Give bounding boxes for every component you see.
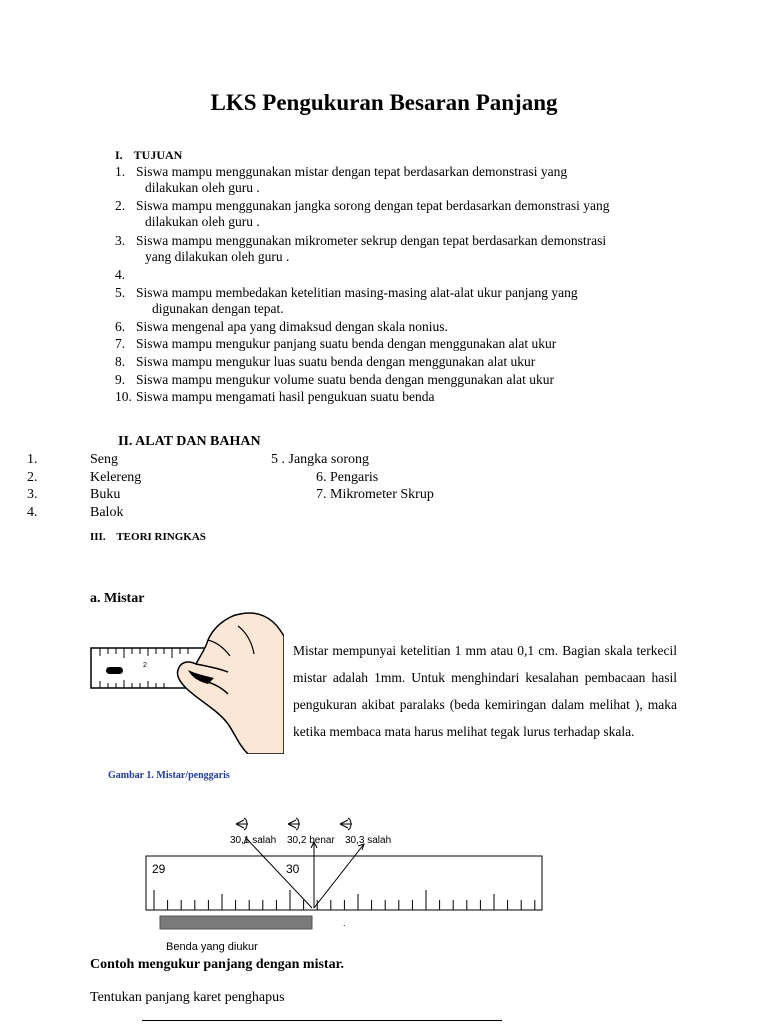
section-number: I. [115,148,123,162]
list-item [115,372,677,388]
reading-label-middle: 30,2 benar [287,835,335,846]
list-text-continued: dilakukan oleh guru . [145,180,260,195]
list-item [115,285,677,317]
list-item: 5 . Jangka sorong [271,452,369,467]
list-number: 3. [115,233,126,248]
scale-label-30: 30 [286,862,300,876]
list-number: 4. [27,505,38,520]
hand-icon [177,613,284,754]
list-number: 8. [115,354,126,369]
list-text: Siswa mampu membedakan ketelitian masing-masing alat-alat ukur panjang yang [136,285,578,300]
list-text: Siswa mampu mengamati hasil pengukuan suatu benda [136,389,435,404]
box-edge [142,1020,502,1021]
svg-text:.: . [343,918,346,928]
section-title: TEORI RINGKAS [116,531,206,543]
list-number: 2. [27,470,38,485]
list-text: Siswa mengenal apa yang dimaksud dengan skala nonius. [136,319,448,334]
reading-label-right: 30,3 salah [345,835,392,846]
section-alat-heading: II. ALAT DAN BAHAN [118,434,261,449]
section-tujuan-heading [115,148,182,163]
list-text-continued: yang dilakukan oleh guru . [145,249,290,264]
list-item [115,319,677,335]
ruler-digit: 2 [143,662,147,669]
section-teori-heading [90,531,206,543]
measured-object [160,916,312,929]
list-item [115,164,677,196]
figure-caption: Gambar 1. Mistar/penggaris [108,770,230,781]
mistar-description: Mistar mempunyai ketelitian 1 mm atau 0,1 cm. Bagian skala terkecil mistar adalah 1mm. Untuk menghindari kesalahan pembacaan hasil pengukuran akibat paralaks (beda kemiringan dalam melihat ), maka ketika membaca mata harus melihat tegak lurus terhadap skala. [293,643,677,739]
scale-label-29: 29 [152,862,166,876]
subsection-mistar-heading: a. Mistar [90,591,145,606]
list-number: 10. [115,389,132,404]
list-text: Siswa mampu mengukur volume suatu benda dengan menggunakan alat ukur [136,372,555,387]
list-text: Siswa mampu mengukur luas suatu benda dengan menggunakan alat ukur [136,354,536,369]
list-item [115,336,677,352]
section-number: III. [90,531,106,543]
eye-icon [236,818,248,830]
list-number: 1. [115,164,126,179]
page-title: LKS Pengukuran Besaran Panjang [210,90,558,115]
list-number: 5. [115,285,126,300]
list-item: Balok [90,505,124,520]
list-number: 3. [27,487,38,502]
list-number: 4. [115,267,126,282]
list-item: 6. Pengaris [316,470,379,485]
ruler-hand-illustration [88,606,284,754]
list-item: Kelereng [90,470,142,485]
list-item: 7. Mikrometer Skrup [316,487,434,502]
list-item [115,198,677,230]
object-label: Benda yang diukur [166,941,258,953]
list-text: Siswa mampu menggunakan mikrometer sekrup dengan tepat berdasarkan demonstrasi [136,233,607,248]
list-text-continued: digunakan dengan tepat. [152,301,284,316]
list-number: 2. [115,198,126,213]
ruler-mark [106,667,123,674]
reading-label-left: 30,1 salah [230,835,277,846]
eye-icon [288,818,300,830]
eye-icon [340,818,352,830]
list-item [115,233,677,265]
list-item: Buku [90,487,121,502]
list-text-continued: dilakukan oleh guru . [145,214,260,229]
list-number: 9. [115,372,126,387]
list-item: Seng [90,452,118,467]
list-number: 1. [27,452,38,467]
list-text: Siswa mampu menggunakan jangka sorong dengan tepat berdasarkan demonstrasi yang [136,198,610,213]
instruction-text: Tentukan panjang karet penghapus [90,990,285,1005]
parallax-diagram [140,812,550,960]
list-item [115,354,677,370]
list-number: 7. [115,336,126,351]
list-text: Siswa mampu mengukur panjang suatu benda dengan menggunakan alat ukur [136,336,557,351]
list-item [115,389,677,405]
example-heading: Contoh mengukur panjang dengan mistar. [90,957,345,972]
list-text: Siswa mampu menggunakan mistar dengan tepat berdasarkan demonstrasi yang [136,164,568,179]
list-number: 6. [115,319,126,334]
section-title: TUJUAN [133,148,183,162]
